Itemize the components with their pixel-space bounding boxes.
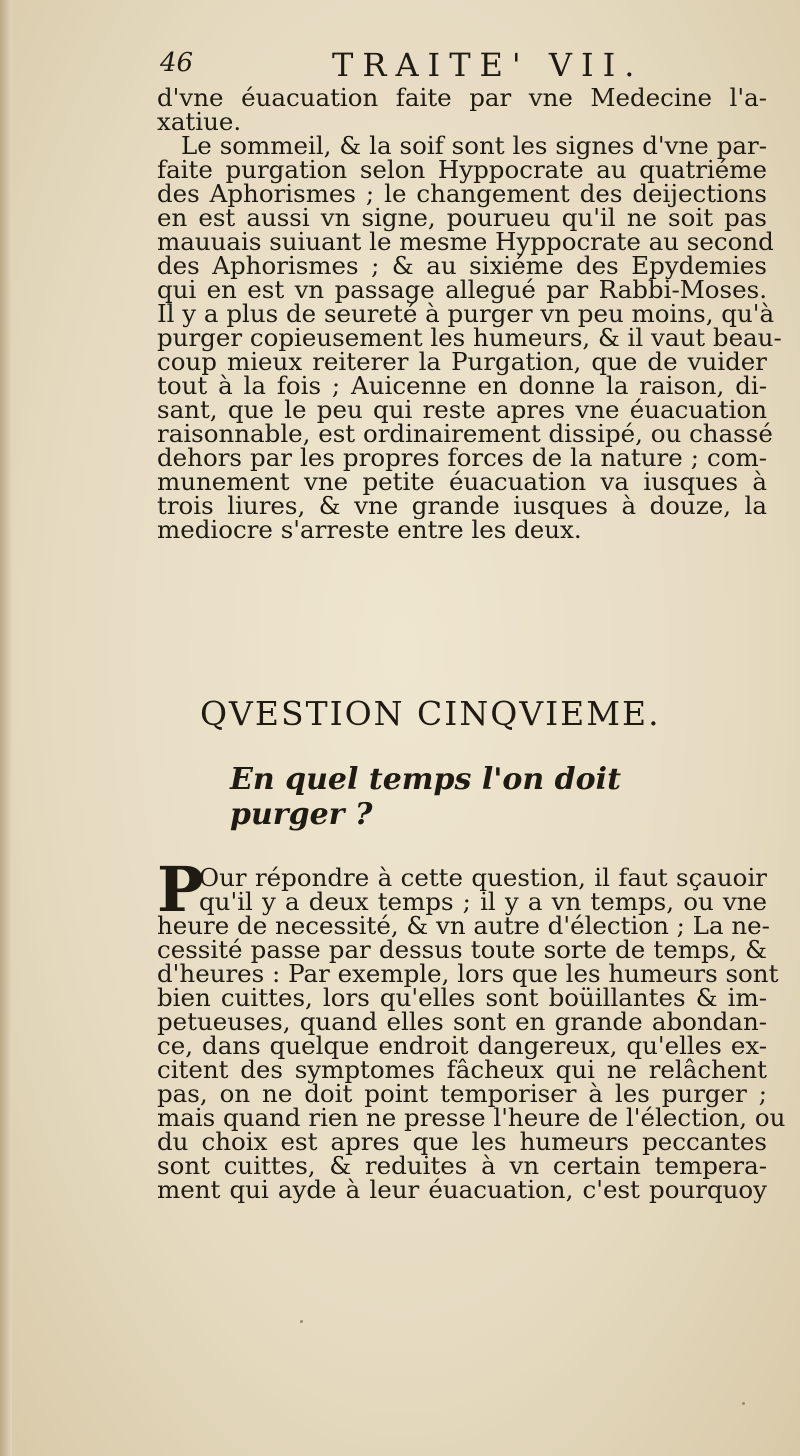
text-line: bien cuittes, lors qu'elles sont boüillantes & im- [157,983,767,1012]
question-heading: QVESTION CINQVIEME. [200,694,661,733]
text-line: trois liures, & vne grande iusques à douze, la [157,491,767,520]
text-line: sont cuittes, & reduites à vn certain tempera- [157,1151,767,1180]
question-subheading: En quel temps l'on doit purger ? [230,762,621,832]
text-line: Our répondre à cette question, il faut sçauoir [199,863,767,892]
drop-cap-letter: P [157,853,204,926]
text-line: coup mieux reiterer la Purgation, que de vuider [157,347,767,376]
text-line: faite purgation selon Hyppocrate au quatriéme [157,155,767,184]
paper-speck [742,1402,745,1405]
text-line: heure de necessité, & vn autre d'élection ; La ne- [157,911,770,940]
text-line: en est aussi vn signe, pourueu qu'il ne soit pas [157,203,767,232]
running-title: TRAITE' VII. [332,46,644,84]
text-line: dehors par les propres forces de la nature ; com- [157,443,767,472]
text-line: des Aphorismes ; & au sixiéme des Epydemies [157,251,767,280]
text-line: ment qui ayde à leur éuacuation, c'est pourquoy [157,1175,767,1204]
text-line: citent des symptomes fâcheux qui ne relâchent [157,1055,767,1084]
page-edge-shadow [0,0,12,1456]
text-line: d'vne éuacuation faite par vne Medecine l'a- [157,83,767,112]
text-line: tout à la fois ; Auicenne en donne la raison, di- [157,371,767,400]
text-line: xatiue. [157,107,242,136]
text-line: mais quand rien ne presse l'heure de l'élection, ou [157,1103,786,1132]
text-line: qui en est vn passage allegué par Rabbi-Moses. [157,275,767,304]
page-number: 46 [160,48,194,78]
text-line: des Aphorismes ; le changement des deijections [157,179,767,208]
text-line: purger copieusement les humeurs, & il vaut beau- [157,323,782,352]
paper-speck [300,1320,303,1323]
body-text-block-2 [157,863,786,1204]
text-line: ce, dans quelque endroit dangereux, qu'elles ex- [157,1031,767,1060]
text-line: petueuses, quand elles sont en grande abondan- [157,1007,767,1036]
text-line: mauuais suiuant le mesme Hyppocrate au second [157,227,774,256]
body-text-block-1 [157,83,782,544]
text-line: pas, on ne doit point temporiser à les purger ; [157,1079,767,1108]
page-header [160,46,730,86]
text-line: raisonnable, est ordinairement dissipé, ou chassé [157,419,773,448]
text-line: d'heures : Par exemple, lors que les humeurs sont [157,959,779,988]
text-line: Le sommeil, & la soif sont les signes d'vne par- [181,131,767,160]
text-line: qu'il y a deux temps ; il y a vn temps, ou vne [199,887,767,916]
text-line: du choix est apres que les humeurs peccantes [157,1127,767,1156]
text-line: sant, que le peu qui reste apres vne éuacuation [157,395,767,424]
text-line: munement vne petite éuacuation va iusques à [157,467,767,496]
text-line: cessité passe par dessus toute sorte de temps, & [157,935,767,964]
text-line: mediocre s'arreste entre les deux. [157,515,582,544]
text-line: Il y a plus de seureté à purger vn peu moins, qu'à [157,299,775,328]
